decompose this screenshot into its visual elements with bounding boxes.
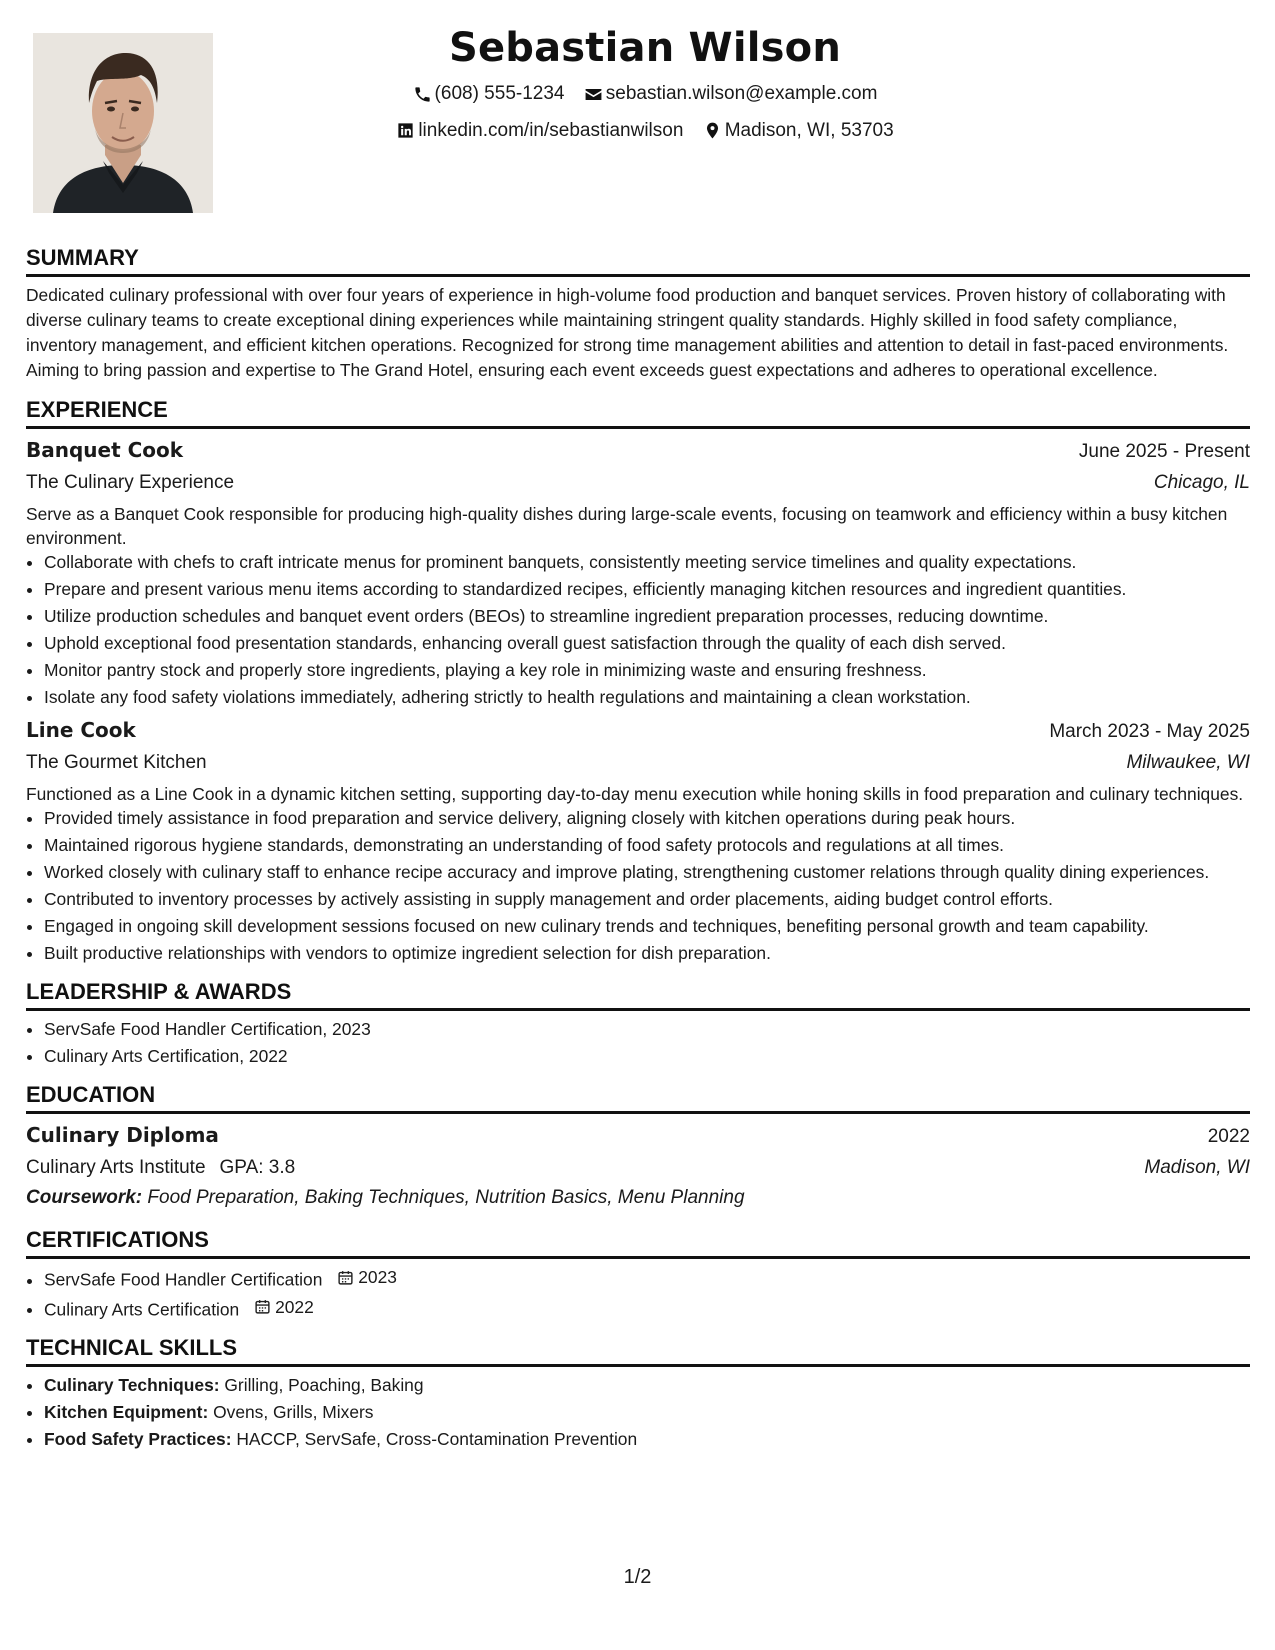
linkedin-text: linkedin.com/in/sebastianwilson xyxy=(418,119,684,141)
list-item: • Prepare and present various menu items according to standardized recipes, efficiently managing kitchen resources and ingredient quantities. xyxy=(44,577,1250,601)
section-title: LEADERSHIP & AWARDS xyxy=(26,979,1250,1011)
coursework-text: Food Preparation, Baking Techniques, Nutrition Basics, Menu Planning xyxy=(147,1187,745,1208)
certifications-list xyxy=(26,1265,1250,1321)
company-name: The Culinary Experience xyxy=(26,472,235,493)
calendar-icon xyxy=(337,1269,354,1286)
map-pin-icon xyxy=(703,121,722,140)
resume-header xyxy=(320,22,970,146)
list-item: • Contributed to inventory processes by actively assisting in supply management and order placements, aiding budget control efforts. xyxy=(44,887,1250,911)
phone-contact[interactable] xyxy=(413,83,565,105)
skill-value: HACCP, ServSafe, Cross-Contamination Prevention xyxy=(236,1429,638,1449)
phone-text: (608) 555-1234 xyxy=(434,83,565,104)
job-dates: March 2023 - May 2025 xyxy=(1049,721,1250,742)
job-title: Line Cook xyxy=(26,718,136,742)
certification-date xyxy=(254,1295,314,1319)
list-item: • Worked closely with culinary staff to enhance recipe accuracy and improve plating, strengthening customer relations through quality dining experiences. xyxy=(44,860,1250,884)
skills-list xyxy=(26,1373,1250,1451)
education-header xyxy=(26,1120,1250,1152)
skills-section xyxy=(26,1335,1250,1451)
school-name: Culinary Arts Institute xyxy=(26,1157,206,1178)
company-name: The Gourmet Kitchen xyxy=(26,752,207,773)
profile-photo xyxy=(33,33,213,213)
job-header xyxy=(26,435,1250,467)
job-description: Functioned as a Line Cook in a dynamic kitchen setting, supporting day-to-day menu execution while honing skills in food preparation and culinary techniques. xyxy=(26,784,1244,804)
job-entry xyxy=(26,715,1250,965)
certification-year: 2022 xyxy=(275,1296,314,1317)
list-item xyxy=(44,1265,1250,1292)
skill-label: Kitchen Equipment: xyxy=(44,1402,209,1422)
list-item xyxy=(44,1373,1250,1397)
linkedin-contact[interactable] xyxy=(396,120,683,142)
education-location: Madison, WI xyxy=(1144,1157,1250,1178)
candidate-name: Sebastian Wilson xyxy=(448,25,842,71)
list-item: • Monitor pantry stock and properly store ingredients, playing a key role in minimizing waste and ensuring freshness. xyxy=(44,658,1250,682)
skill-value: Ovens, Grills, Mixers xyxy=(213,1402,374,1422)
list-item xyxy=(44,1295,1250,1322)
list-item: • Maintained rigorous hygiene standards, demonstrating an understanding of food safety protocols and regulations at all times. xyxy=(44,833,1250,857)
contact-line-2 xyxy=(320,120,970,147)
school-line xyxy=(26,1152,295,1183)
page-number: 1/2 xyxy=(623,1566,652,1588)
job-dates: June 2025 - Present xyxy=(1078,441,1250,462)
list-item xyxy=(44,1427,1250,1451)
envelope-icon xyxy=(584,85,603,104)
email-text: sebastian.wilson@example.com xyxy=(605,83,878,104)
skill-label: Food Safety Practices: xyxy=(44,1429,232,1449)
job-subheader xyxy=(26,747,1250,778)
list-item: • Built productive relationships with vendors to optimize ingredient selection for dish preparation. xyxy=(44,941,1250,965)
list-item: • Collaborate with chefs to craft intricate menus for prominent banquets, consistently meeting service timelines and quality expectations. xyxy=(44,550,1250,574)
job-header xyxy=(26,715,1250,747)
skill-value: Grilling, Poaching, Baking xyxy=(224,1375,424,1395)
job-description: Serve as a Banquet Cook responsible for producing high-quality dishes during large-scale events, focusing on teamwork and efficiency within a busy kitchen environment. xyxy=(26,504,1228,548)
skill-label: Culinary Techniques: xyxy=(44,1375,220,1395)
list-item: • Uphold exceptional food presentation standards, enhancing overall guest satisfaction through the quality of each dish served. xyxy=(44,631,1250,655)
certifications-section xyxy=(26,1227,1250,1321)
section-title: TECHNICAL SKILLS xyxy=(26,1335,1250,1367)
awards-section xyxy=(26,979,1250,1068)
location-contact xyxy=(703,120,894,142)
job-title: Banquet Cook xyxy=(26,438,184,462)
coursework-line xyxy=(26,1183,1250,1213)
section-title: SUMMARY xyxy=(26,245,1250,277)
summary-text: Dedicated culinary professional with over four years of experience in high-volume food production and banquet services. Proven history of collaborating with diverse culinary teams to create exceptional dining experiences while maintaining stringent quality standards. Highly skilled in food safety compliance, inventory management, and efficient kitchen operations. Recognized for strong time management abilities and attention to detail in fast-paced environments. Aiming to bring passion and expertise to The Grand Hotel, ensuring each event exceeds guest expectations and adheres to operational excellence. xyxy=(26,285,1229,380)
resume-content xyxy=(26,245,1250,1465)
certification-name: ServSafe Food Handler Certification xyxy=(44,1269,323,1290)
certification-date xyxy=(337,1265,397,1289)
list-item: • Isolate any food safety violations immediately, adhering strictly to health regulations and maintaining a clean workstation. xyxy=(44,685,1250,709)
section-title: EXPERIENCE xyxy=(26,397,1250,429)
coursework-label: Coursework: xyxy=(26,1187,143,1208)
awards-list xyxy=(26,1017,1250,1068)
contact-line-1 xyxy=(320,83,970,110)
education-year: 2022 xyxy=(1207,1126,1250,1147)
list-item: • Utilize production schedules and banquet event orders (BEOs) to streamline ingredient preparation processes, reducing downtime. xyxy=(44,604,1250,628)
degree-title: Culinary Diploma xyxy=(26,1123,219,1147)
job-entry xyxy=(26,435,1250,709)
job-subheader xyxy=(26,467,1250,498)
section-title: EDUCATION xyxy=(26,1082,1250,1114)
phone-icon xyxy=(413,85,432,104)
section-title: CERTIFICATIONS xyxy=(26,1227,1250,1259)
email-contact[interactable] xyxy=(584,83,878,105)
experience-section xyxy=(26,397,1250,965)
education-subheader xyxy=(26,1152,1250,1183)
certification-year: 2023 xyxy=(358,1267,397,1287)
portrait-illustration xyxy=(33,33,213,213)
gpa: GPA: 3.8 xyxy=(219,1157,296,1178)
list-item xyxy=(44,1400,1250,1424)
job-location: Milwaukee, WI xyxy=(1126,752,1250,773)
linkedin-icon xyxy=(396,121,415,140)
summary-section xyxy=(26,245,1250,383)
certification-name: Culinary Arts Certification xyxy=(44,1299,240,1319)
education-section xyxy=(26,1082,1250,1213)
job-bullets xyxy=(26,550,1250,709)
job-bullets xyxy=(26,806,1250,965)
list-item: • Provided timely assistance in food preparation and service delivery, aligning closely with kitchen operations during peak hours. xyxy=(44,806,1250,830)
list-item: • Culinary Arts Certification, 2022 xyxy=(44,1044,1250,1068)
calendar-icon xyxy=(254,1298,271,1315)
list-item: • Engaged in ongoing skill development sessions focused on new culinary trends and techniques, benefiting personal growth and team capability. xyxy=(44,914,1250,938)
location-text: Madison, WI, 53703 xyxy=(724,119,894,141)
job-location: Chicago, IL xyxy=(1153,472,1250,493)
list-item: • ServSafe Food Handler Certification, 2023 xyxy=(44,1017,1250,1041)
